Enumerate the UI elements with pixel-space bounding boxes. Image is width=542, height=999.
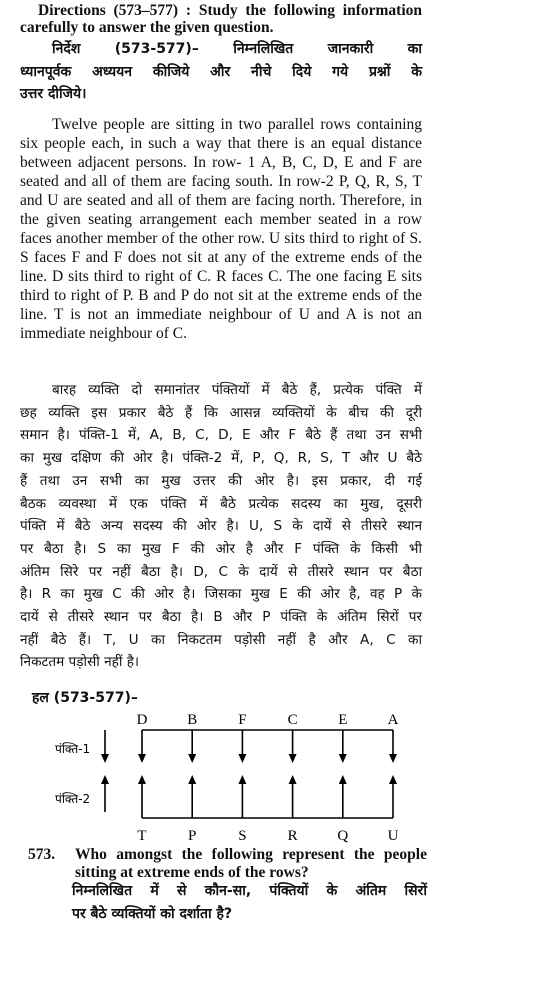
- row1-seat-arrowhead: [138, 754, 146, 763]
- row1-person-label: C: [287, 712, 298, 728]
- row1-seat-arrowhead: [289, 754, 297, 763]
- row1-arrowhead: [101, 754, 109, 763]
- row1-person-label: E: [338, 712, 348, 728]
- row2-person-label: P: [188, 828, 197, 844]
- row2-seat-arrowhead: [289, 775, 297, 784]
- directions-english: Directions (573–577) : Study the following information carefully to answer the given question.: [20, 2, 422, 36]
- passage-hindi-line: दायें से तीसरे स्थान पर बैठा है। B और P पंक्ति के अंतिम सिरों पर: [20, 609, 422, 626]
- row1-person-label: D: [136, 712, 148, 728]
- passage-hindi-line: का मुख दक्षिण की ओर है। पंक्ति-2 में, P, Q, R, S, T और U बैठे: [20, 450, 422, 467]
- passage-hindi-line: बैठक व्यवस्था में एक पंक्ति में बैठे प्रत्येक सदस्य का मुख, दूसरी: [20, 495, 422, 512]
- row1-person-label: A: [387, 712, 399, 728]
- passage-hindi-line: समान है। पंक्ति-1 में, A, B, C, D, E और F बैठे हैं तथा उन सभी: [20, 427, 422, 444]
- directions-hindi-line: निर्देश (573-577)– निम्नलिखित जानकारी का: [52, 41, 422, 57]
- row2-seat-arrowhead: [188, 775, 196, 784]
- question-number: 573.: [28, 846, 56, 863]
- question-hindi-line: निम्नलिखित में से कौन-सा, पंक्तियों के अंतिम सिरों: [72, 883, 427, 899]
- row2-seat-arrowhead: [138, 775, 146, 784]
- row2-person-label: T: [137, 828, 147, 844]
- passage-hindi-line: हैं तथा उन सभी का मुख उत्तर की ओर है। इस प्रकार, दी गई: [20, 472, 422, 489]
- row1-seat-arrowhead: [188, 754, 196, 763]
- directions-hindi: [20, 38, 422, 106]
- question-hindi-line: पर बैठे व्यक्तियों को दर्शाता है?: [72, 905, 233, 922]
- row2-person-label: Q: [337, 828, 349, 844]
- row1-seat-arrowhead: [238, 754, 246, 763]
- row2-seat-arrowhead: [389, 775, 397, 784]
- passage-hindi-line: अंतिम सिरे पर नहीं बैठा है। D, C के दायें से तीसरे स्थान पर बैठा: [20, 563, 422, 580]
- directions-hindi-line: ध्यानपूर्वक अध्ययन कीजिये और नीचे दिये गये प्रश्नों के: [20, 63, 422, 80]
- row2-person-label: S: [238, 828, 247, 844]
- row2-person-label: R: [287, 828, 298, 844]
- passage-hindi-line: निकटतम पड़ोसी नहीं है।: [20, 654, 140, 671]
- directions-hindi-line: उत्तर दीजिये।: [20, 86, 87, 102]
- passage-hindi: [20, 379, 422, 674]
- passage-hindi-line: छह व्यक्ति इस प्रकार बैठे हैं कि आसन्न व्यक्तियों के बीच की दूरी: [20, 404, 422, 421]
- row2-label: पंक्ति-2: [55, 792, 91, 806]
- passage-hindi-line: है। R का मुख C की ओर है। जिसका मुख E की ओर है, वह P के: [20, 586, 422, 603]
- question-english-row: [28, 846, 427, 882]
- passage-hindi-line: बारह व्यक्ति दो समानांतर पंक्तियों में बैठे हैं, प्रत्येक पंक्ति में: [52, 382, 422, 398]
- row1-person-label: F: [238, 712, 247, 728]
- row2-person-label: U: [387, 828, 399, 844]
- solution-heading: हल (573-577)–: [32, 690, 138, 706]
- row2-seat-arrowhead: [339, 775, 347, 784]
- question-block: [28, 846, 427, 882]
- passage-hindi-line: पंक्ति में बैठे अन्य सदस्य की ओर है। U, S के दायें से तीसरे स्थान: [20, 518, 422, 535]
- row1-seat-arrowhead: [389, 754, 397, 763]
- question-text-english: Who amongst the following represent the people sitting at extreme ends of the rows?: [75, 846, 427, 881]
- row1-label: पंक्ति-1: [55, 742, 91, 756]
- seating-diagram: [0, 700, 542, 850]
- row2-arrowhead: [101, 775, 109, 784]
- passage-english: Twelve people are sitting in two parallel rows containing six people each, in such a way that there is an equal distance between adjacent persons. In row- 1 A, B, C, D, E and F are seated and all of them are facing south. In row-2 P, Q, R, S, T and U are seated and all of them are facing north. Therefore, in the given seating arrangement each member seated in a row faces another member of the other row. U sits third to right of S. S faces F and F does not sit at any of the extreme ends of the line. D sits third to right of C. R faces C. The one facing E sits third to right of P. B and P do not sit at the extreme ends of the line. T is not an immediate neighbour of U and A is not an immediate neighbour of C.: [20, 116, 422, 342]
- row1-seat-arrowhead: [339, 754, 347, 763]
- passage-hindi-line: पर बैठा है। S का मुख F की ओर है और F पंक्ति के किसी भी: [20, 540, 422, 557]
- question-text-hindi: [72, 880, 427, 925]
- row1-person-label: B: [187, 712, 198, 728]
- row2-seat-arrowhead: [238, 775, 246, 784]
- passage-hindi-line: नहीं बैठे हैं। T, U का निकटतम पड़ोसी नहीं है और A, C का: [20, 631, 422, 648]
